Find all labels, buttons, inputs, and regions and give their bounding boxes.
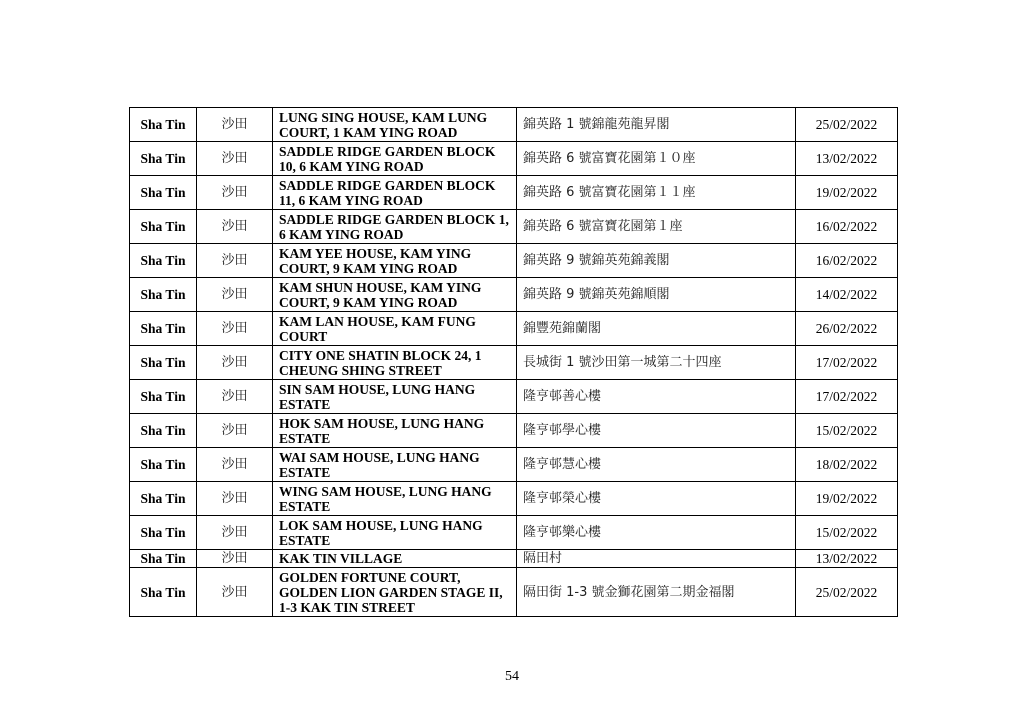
- building-name-zh-cell: 錦英路 9 號錦英苑錦義閣: [517, 244, 796, 278]
- table-row: [130, 414, 898, 448]
- building-name-zh-cell: 隔田街 1-3 號金獅花園第二期金福閣: [517, 568, 796, 617]
- date-cell: 15/02/2022: [796, 516, 898, 550]
- building-name-cell: SADDLE RIDGE GARDEN BLOCK 11, 6 KAM YING ROAD: [273, 176, 517, 210]
- district-zh-cell: 沙田: [197, 380, 273, 414]
- building-name-cell: GOLDEN FORTUNE COURT, GOLDEN LION GARDEN STAGE II, 1-3 KAK TIN STREET: [273, 568, 517, 617]
- table-row: [130, 210, 898, 244]
- district-zh-cell: 沙田: [197, 448, 273, 482]
- building-name-cell: KAM LAN HOUSE, KAM FUNG COURT: [273, 312, 517, 346]
- building-name-zh-cell: 隆亨邨學心樓: [517, 414, 796, 448]
- date-cell: 26/02/2022: [796, 312, 898, 346]
- building-name-zh-cell: 錦英路 6 號富寶花園第１０座: [517, 142, 796, 176]
- date-cell: 25/02/2022: [796, 108, 898, 142]
- building-name-zh-cell: 隆亨邨慧心樓: [517, 448, 796, 482]
- building-name-cell: KAM SHUN HOUSE, KAM YING COURT, 9 KAM YING ROAD: [273, 278, 517, 312]
- district-zh-cell: 沙田: [197, 142, 273, 176]
- district-cell: Sha Tin: [130, 482, 197, 516]
- table-row: [130, 568, 898, 617]
- building-name-cell: CITY ONE SHATIN BLOCK 24, 1 CHEUNG SHING STREET: [273, 346, 517, 380]
- district-zh-cell: 沙田: [197, 482, 273, 516]
- building-name-cell: WING SAM HOUSE, LUNG HANG ESTATE: [273, 482, 517, 516]
- district-cell: Sha Tin: [130, 414, 197, 448]
- building-name-zh-cell: 錦英路 6 號富寶花園第１１座: [517, 176, 796, 210]
- building-name-zh-cell: 長城街 1 號沙田第一城第二十四座: [517, 346, 796, 380]
- building-name-cell: SADDLE RIDGE GARDEN BLOCK 10, 6 KAM YING ROAD: [273, 142, 517, 176]
- building-name-cell: SIN SAM HOUSE, LUNG HANG ESTATE: [273, 380, 517, 414]
- building-name-cell: LOK SAM HOUSE, LUNG HANG ESTATE: [273, 516, 517, 550]
- building-name-cell: HOK SAM HOUSE, LUNG HANG ESTATE: [273, 414, 517, 448]
- district-cell: Sha Tin: [130, 568, 197, 617]
- district-cell: Sha Tin: [130, 550, 197, 568]
- district-zh-cell: 沙田: [197, 210, 273, 244]
- district-zh-cell: 沙田: [197, 244, 273, 278]
- building-name-cell: KAM YEE HOUSE, KAM YING COURT, 9 KAM YING ROAD: [273, 244, 517, 278]
- building-name-cell: SADDLE RIDGE GARDEN BLOCK 1, 6 KAM YING ROAD: [273, 210, 517, 244]
- date-cell: 17/02/2022: [796, 346, 898, 380]
- building-name-cell: WAI SAM HOUSE, LUNG HANG ESTATE: [273, 448, 517, 482]
- building-name-zh-cell: 隔田村: [517, 550, 796, 568]
- table-row: [130, 278, 898, 312]
- district-zh-cell: 沙田: [197, 312, 273, 346]
- district-cell: Sha Tin: [130, 244, 197, 278]
- district-cell: Sha Tin: [130, 210, 197, 244]
- date-cell: 19/02/2022: [796, 176, 898, 210]
- building-name-cell: LUNG SING HOUSE, KAM LUNG COURT, 1 KAM YING ROAD: [273, 108, 517, 142]
- date-cell: 14/02/2022: [796, 278, 898, 312]
- district-cell: Sha Tin: [130, 380, 197, 414]
- district-cell: Sha Tin: [130, 346, 197, 380]
- building-name-zh-cell: 錦英路 6 號富寶花園第１座: [517, 210, 796, 244]
- date-cell: 17/02/2022: [796, 380, 898, 414]
- district-zh-cell: 沙田: [197, 568, 273, 617]
- building-name-cell: KAK TIN VILLAGE: [273, 550, 517, 568]
- table-row: [130, 142, 898, 176]
- building-name-zh-cell: 錦英路 9 號錦英苑錦順閣: [517, 278, 796, 312]
- building-list-table: [129, 107, 898, 617]
- district-zh-cell: 沙田: [197, 550, 273, 568]
- date-cell: 18/02/2022: [796, 448, 898, 482]
- district-cell: Sha Tin: [130, 516, 197, 550]
- date-cell: 25/02/2022: [796, 568, 898, 617]
- table-row: [130, 380, 898, 414]
- district-zh-cell: 沙田: [197, 278, 273, 312]
- district-cell: Sha Tin: [130, 448, 197, 482]
- table-row: [130, 482, 898, 516]
- date-cell: 13/02/2022: [796, 550, 898, 568]
- table-row: [130, 346, 898, 380]
- building-name-zh-cell: 隆亨邨樂心樓: [517, 516, 796, 550]
- date-cell: 13/02/2022: [796, 142, 898, 176]
- table-row: [130, 516, 898, 550]
- table-row: [130, 244, 898, 278]
- table-row: [130, 312, 898, 346]
- building-name-zh-cell: 錦英路 1 號錦龍苑龍昇閣: [517, 108, 796, 142]
- district-zh-cell: 沙田: [197, 346, 273, 380]
- district-cell: Sha Tin: [130, 108, 197, 142]
- district-zh-cell: 沙田: [197, 414, 273, 448]
- district-zh-cell: 沙田: [197, 516, 273, 550]
- building-name-zh-cell: 隆亨邨榮心樓: [517, 482, 796, 516]
- district-zh-cell: 沙田: [197, 108, 273, 142]
- table-row: [130, 176, 898, 210]
- page-number: 54: [505, 669, 519, 684]
- district-cell: Sha Tin: [130, 278, 197, 312]
- building-name-zh-cell: 錦豐苑錦蘭閣: [517, 312, 796, 346]
- date-cell: 19/02/2022: [796, 482, 898, 516]
- date-cell: 16/02/2022: [796, 244, 898, 278]
- date-cell: 15/02/2022: [796, 414, 898, 448]
- date-cell: 16/02/2022: [796, 210, 898, 244]
- district-cell: Sha Tin: [130, 176, 197, 210]
- district-cell: Sha Tin: [130, 142, 197, 176]
- table-row: [130, 550, 898, 568]
- table-row: [130, 448, 898, 482]
- building-name-zh-cell: 隆亨邨善心樓: [517, 380, 796, 414]
- district-zh-cell: 沙田: [197, 176, 273, 210]
- district-cell: Sha Tin: [130, 312, 197, 346]
- table-row: [130, 108, 898, 142]
